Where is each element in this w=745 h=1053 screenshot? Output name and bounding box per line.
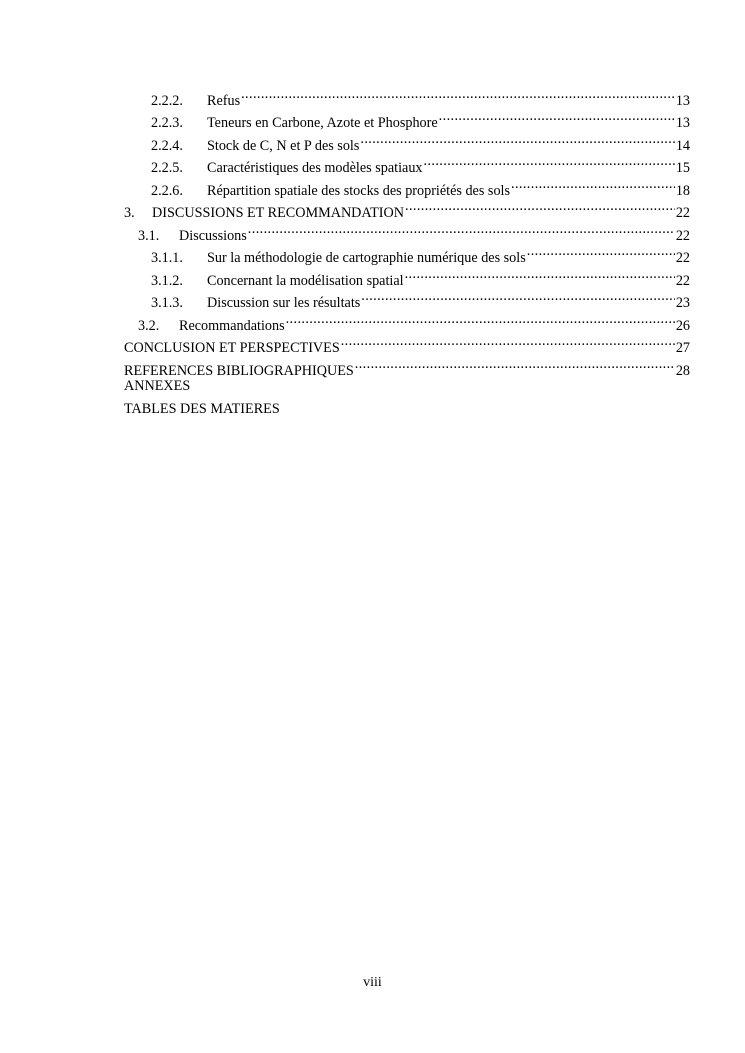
toc-entry-title: Discussions (179, 228, 247, 244)
page-number: viii (363, 975, 382, 990)
toc-dot-leader (511, 173, 675, 195)
toc-dot-leader (341, 330, 675, 352)
toc-dot-leader (360, 128, 674, 150)
toc-entry-title: Refus (207, 93, 241, 109)
toc-entry-page: 13 (675, 93, 690, 109)
toc-dot-leader (361, 285, 675, 307)
toc-entry-title: Teneurs en Carbone, Azote et Phosphore (207, 115, 438, 131)
toc-dot-leader (286, 308, 675, 330)
toc-entry-number: 2.2.3. (151, 115, 183, 131)
toc-entry-title: DISCUSSIONS ET RECOMMANDATION (152, 205, 404, 221)
toc-entry-number: 2.2.6. (151, 183, 183, 199)
toc-entry-3-2[interactable] (138, 308, 690, 334)
toc-entry-3[interactable] (124, 195, 690, 221)
toc-entry-title: Concernant la modélisation spatial (207, 273, 404, 289)
toc-dot-leader (355, 353, 675, 375)
toc-dot-leader (527, 240, 675, 262)
toc-dot-leader (241, 83, 675, 105)
toc-entry-2-2-2[interactable] (151, 83, 690, 109)
toc-entry-number: 3.1.2. (151, 273, 183, 289)
toc-entry-3-1-2[interactable] (151, 263, 690, 289)
toc-entry-page: 18 (675, 183, 690, 199)
toc-entry-number: 3.1. (138, 228, 160, 244)
toc-entry-page: 23 (675, 295, 690, 311)
toc-entry-page: 27 (675, 340, 690, 356)
toc-entry-title: Sur la méthodologie de cartographie numérique des sols (207, 250, 526, 266)
toc-entry-annexes[interactable]: ANNEXES (124, 378, 191, 394)
toc-entry-page: 22 (675, 273, 690, 289)
toc-entry-title: Discussion sur les résultats (207, 295, 361, 311)
toc-entry-3-1-3[interactable] (151, 285, 690, 311)
toc-entry-2-2-3[interactable] (151, 105, 690, 131)
toc-dot-leader (439, 105, 675, 127)
toc-entry-2-2-5[interactable] (151, 150, 690, 176)
toc-entry-page: 14 (675, 138, 690, 154)
toc-entry-3-1-1[interactable] (151, 240, 690, 266)
toc-entry-page: 22 (675, 228, 690, 244)
toc-entry-number: 3.1.1. (151, 250, 183, 266)
toc-entry-2-2-6[interactable] (151, 173, 690, 199)
toc-dot-leader (405, 195, 675, 217)
toc-entry-3-1[interactable] (138, 218, 690, 244)
toc-entry-page: 22 (675, 205, 690, 221)
toc-entry-title: REFERENCES BIBLIOGRAPHIQUES (124, 363, 354, 379)
toc-entry-title: Recommandations (179, 318, 285, 334)
toc-dot-leader (424, 150, 675, 172)
toc-entry-tables[interactable]: TABLES DES MATIERES (124, 401, 280, 417)
toc-entry-2-2-4[interactable] (151, 128, 690, 154)
toc-entry-conclusion[interactable] (124, 330, 690, 356)
toc-entry-number: 2.2.4. (151, 138, 183, 154)
toc-dot-leader (405, 263, 675, 285)
toc-dot-leader (248, 218, 675, 240)
toc-entry-page: 28 (675, 363, 690, 379)
toc-entry-page: 15 (675, 160, 690, 176)
toc-entry-number: 3.2. (138, 318, 160, 334)
toc-entry-title: Répartition spatiale des stocks des propriétés des sols (207, 183, 511, 199)
toc-entry-title: Caractéristiques des modèles spatiaux (207, 160, 423, 176)
toc-entry-page: 26 (675, 318, 690, 334)
toc-entry-references[interactable] (124, 353, 690, 379)
toc-entry-number: 2.2.2. (151, 93, 183, 109)
toc-entry-number: 3. (124, 205, 135, 221)
toc-entry-page: 13 (675, 115, 690, 131)
toc-entry-number: 2.2.5. (151, 160, 183, 176)
toc-entry-title: Stock de C, N et P des sols (207, 138, 360, 154)
toc-entry-title: CONCLUSION ET PERSPECTIVES (124, 340, 340, 356)
toc-entry-page: 22 (675, 250, 690, 266)
toc-entry-number: 3.1.3. (151, 295, 183, 311)
